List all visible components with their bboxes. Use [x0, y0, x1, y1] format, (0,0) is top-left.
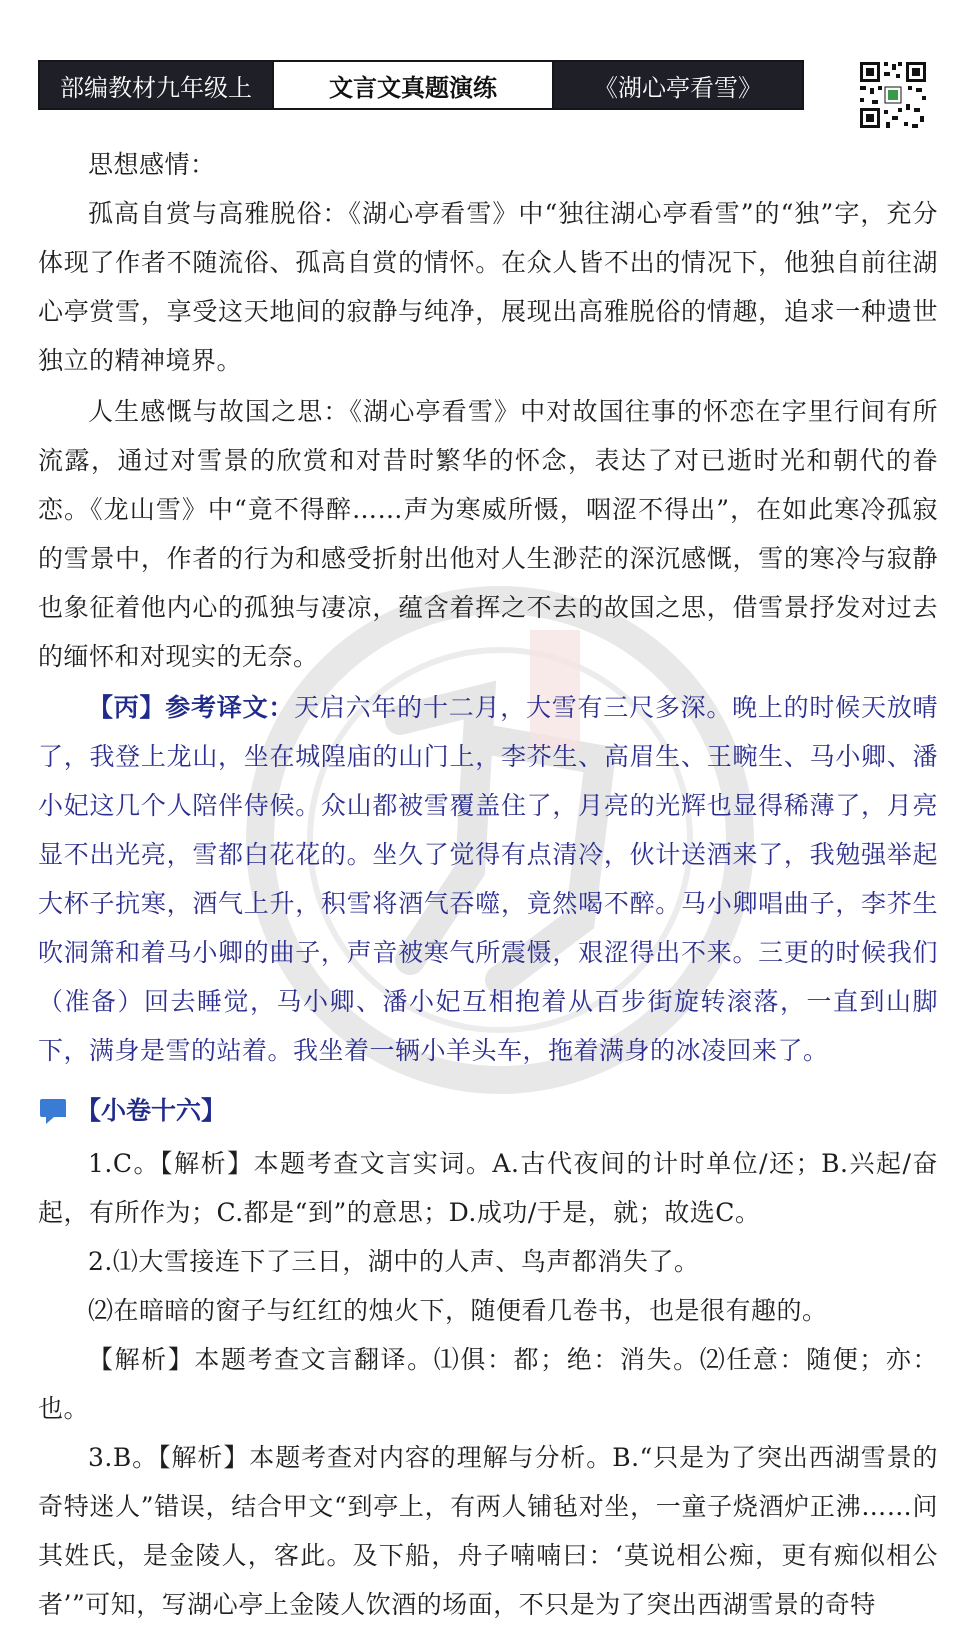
answer-3: 3.B。【解析】本题考查对内容的理解与分析。B.“只是为了突出西湖雪景的奇特迷人”错误，结合甲文“到亭上，有两人铺毡对坐，一童子烧酒炉正沸……问其姓氏，是金陵人，客此。及下船，舟子喃喃曰：‘莫说相公痴，更有痴似相公者’”可知，写湖心亭上金陵人饮酒的场面，不只是为了突出西湖雪景的奇特 — [38, 1443, 938, 1619]
qr-code-icon[interactable] — [858, 60, 928, 130]
paragraph-heading: 思想感情： — [88, 150, 216, 179]
translation-tag: 【丙】参考译文： — [88, 693, 295, 722]
answer-2-part-2: ⑵在暗暗的窗子与红红的烛火下，随便看几卷书，也是很有趣的。 — [88, 1296, 828, 1325]
translation-text: 天启六年的十二月，大雪有三尺多深。晚上的时候天放晴了，我登上龙山，坐在城隍庙的山门上，李芥生、高眉生、王畹生、马小卿、潘小妃这几个人陪伴侍候。众山都被雪覆盖住了，月亮的光辉也显得稀薄了，月亮显不出光亮，雪都白花花的。坐久了觉得有点清冷，伙计送酒来了，我勉强举起大杯子抗寒，酒气上升，积雪将酒气吞噬，竟然喝不醉。马小卿唱曲子，李芥生吹洞箫和着马小卿的曲子，声音被寒气所震慑，艰涩得出不来。三更的时候我们（准备）回去睡觉，马小卿、潘小妃互相抱着从百步街旋转滚落，一直到山脚下，满身是雪的站着。我坐着一辆小羊头车，拖着满身的冰凌回来了。 — [38, 693, 938, 1065]
answer-2-analysis: 【解析】本题考查文言翻译。⑴俱：都；绝：消失。⑵任意：随便；亦：也。 — [38, 1345, 938, 1423]
section-title: 【小卷十六】 — [76, 1096, 227, 1125]
header-topic: 文言文真题演练 — [272, 62, 554, 108]
section-header — [38, 1089, 938, 1133]
answer-1: 1.C。【解析】本题考查文言实词。A.古代夜间的计时单位/还；B.兴起/奋起，有所作为；C.都是“到”的意思；D.成功/于是，就；故选C。 — [38, 1149, 938, 1227]
header-grade: 部编教材九年级上 — [40, 62, 272, 108]
answer-2-part-1: 2.⑴大雪接连下了三日，湖中的人声、鸟声都消失了。 — [88, 1247, 700, 1276]
paragraph-theme-1: 孤高自赏与高雅脱俗：《湖心亭看雪》中“独往湖心亭看雪”的“独”字，充分体现了作者不随流俗、孤高自赏的情怀。在众人皆不出的情况下，他独自前往湖心亭赏雪，享受这天地间的寂静与纯净，展现出高雅脱俗的情趣，追求一种遗世独立的精神境界。 — [38, 199, 938, 375]
paragraph-theme-2: 人生感慨与故国之思：《湖心亭看雪》中对故国往事的怀恋在字里行间有所流露，通过对雪景的欣赏和对昔时繁华的怀念，表达了对已逝时光和朝代的眷恋。《龙山雪》中“竟不得醉……声为寒威所慑，咽涩不得出”，在如此寒冷孤寂的雪景中，作者的行为和感受折射出他对人生渺茫的深沉感慨，雪的寒冷与寂静也象征着他内心的孤独与凄凉，蕴含着挥之不去的故国之思，借雪景抒发对过去的缅怀和对现实的无奈。 — [38, 397, 938, 671]
bookmark-flag-icon — [38, 1097, 68, 1125]
header-title: 《湖心亭看雪》 — [554, 62, 802, 108]
paragraph-translation — [38, 683, 938, 1075]
document-header — [38, 60, 804, 110]
